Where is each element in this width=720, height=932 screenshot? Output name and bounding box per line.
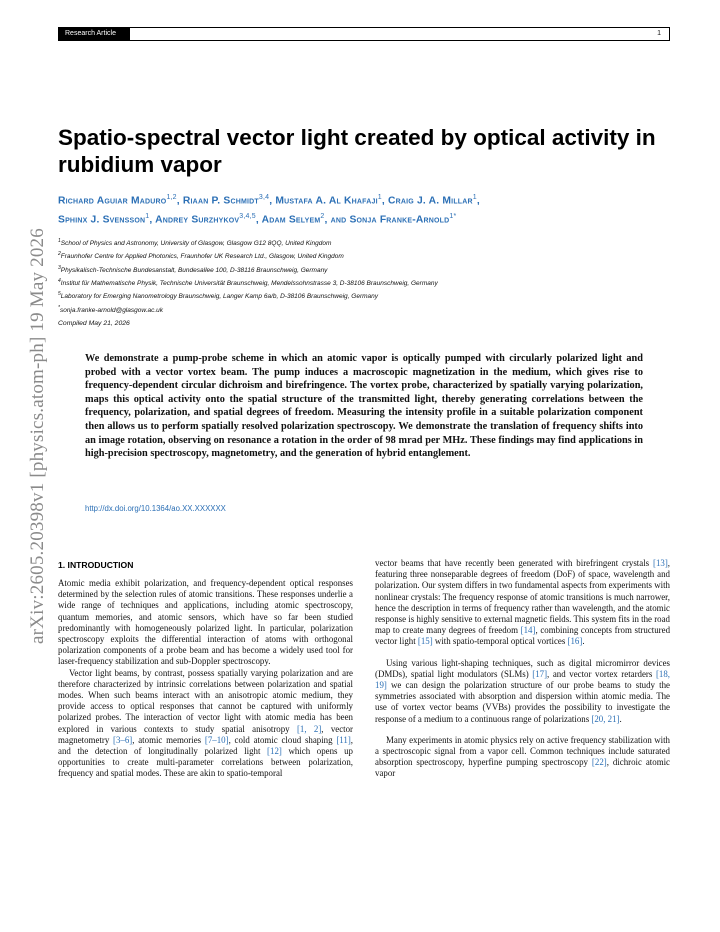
affiliation-line [58, 236, 678, 249]
citation-link[interactable]: [18, 19] [375, 668, 670, 691]
body-text: , atomic memories [132, 734, 205, 745]
page-number: 1 [657, 30, 661, 37]
article-type-label: Research Article [59, 28, 130, 40]
citation-link[interactable]: [17] [532, 668, 548, 679]
running-header [58, 27, 670, 41]
author-separator: , [149, 214, 156, 226]
body-text: , and vector vortex retarders [547, 668, 656, 679]
affiliation-text: Institut für Mathematische Physik, Technische Universität Braunschweig, Mendelssohnstrasse 3, D-38106 Braunschweig, Germany [60, 280, 438, 288]
body-text: . [582, 636, 585, 647]
author-affiliation-mark: 3,4 [258, 194, 270, 201]
compiled-date: Compiled May 21, 2026 [58, 320, 130, 327]
affiliation-line [58, 249, 678, 262]
citation-link[interactable]: [20, 21] [591, 713, 620, 724]
citation-link[interactable]: [14] [520, 625, 536, 636]
affiliation-mark: * [58, 304, 60, 311]
citation-link[interactable]: [11] [336, 734, 351, 745]
body-text: with spatio-temporal optical vortices [432, 636, 568, 647]
citation-link[interactable]: [3–6] [113, 734, 133, 745]
author-affiliation-mark: 2 [320, 213, 325, 221]
body-paragraph [375, 735, 670, 780]
affiliation-line [58, 263, 678, 276]
body-text: Many experiments in atomic physics rely on active frequency stabilization with a spectroscopic signal from a vapor cell. Common techniques include saturated absorption spectroscopy, hyperfine pumping spectroscopy [375, 734, 670, 768]
body-text: . [619, 713, 622, 724]
affiliation-text: School of Physics and Astronomy, University of Glasgow, Glasgow G12 8QQ, United Kingdom [60, 240, 332, 248]
body-paragraph [375, 558, 670, 648]
author-separator: , [381, 195, 388, 207]
author-affiliation-mark: 3,4,5 [239, 213, 256, 221]
author-affiliation-mark: 1,2 [166, 194, 177, 201]
body-text: we can design the polarization structure of our probe beams to study the symmetries associated with absorption and dispersion within atomic media. The use of vortex vector beams (VVBs) provides the possibility to investigate the response of a medium to a continuous range of polarizations [375, 680, 670, 724]
affiliation-text: sonja.franke-arnold@glasgow.ac.uk [59, 306, 164, 314]
affiliation-mark: 1 [58, 238, 61, 244]
body-paragraph [58, 668, 353, 780]
author-name: Adam Selyem [261, 214, 321, 226]
author-affiliation-mark: 1 [145, 213, 150, 221]
citation-link[interactable]: [7–10] [204, 734, 229, 745]
affiliation-text: Fraunhofer Centre for Applied Photonics, Fraunhofer UK Research Ltd., Glasgow, United Kingdom [60, 253, 344, 261]
author-name: Richard Aguiar Maduro [58, 195, 167, 207]
author-list [58, 190, 678, 229]
affiliation-line [58, 303, 678, 316]
body-text: , vector magnetometry [58, 723, 353, 745]
author-line-2 [58, 209, 678, 228]
left-column [58, 578, 353, 780]
author-separator: , [269, 195, 276, 207]
author-name: Riaan P. Schmidt [182, 195, 259, 207]
body-paragraph [375, 658, 670, 725]
affiliation-mark: 5 [58, 291, 61, 298]
author-name: Sonja Franke-Arnold [349, 214, 450, 226]
affiliation-mark: 2 [58, 251, 61, 258]
author-name: Andrey Surzhykov [155, 214, 240, 226]
author-affiliation-mark: 1* [449, 213, 457, 221]
body-text: Atomic media exhibit polarization, and frequency-dependent optical responses determined by the selection rules of atomic transitions. These responses underlie a wide range of techniques and applications, including atomic spectroscopy, quantum memories, and atomic sensors, which have so far been studied predominantly with homogeneously polarized light. In particular, polarization spectroscopy exploits the differential interaction of atoms with orthogonal polarization components of a probe beam and has become a widely used tool for laser-frequency stabilization and sub-Doppler spectroscopy. [58, 578, 353, 667]
section-heading: 1. INTRODUCTION [58, 560, 134, 570]
citation-link[interactable]: [13] [652, 558, 668, 568]
affiliation-mark: 3 [58, 264, 61, 271]
right-column [375, 558, 670, 780]
body-text: , and the detection of longitudinally polarized light [58, 734, 353, 757]
affiliations [58, 236, 678, 316]
author-affiliation-mark: 1 [472, 194, 477, 201]
affiliation-mark: 4 [58, 278, 61, 285]
body-text: which opens up opportunities to create multi-parameter correlations between polarization, frequency and spatial modes. These are akin to spatio-temporal [58, 746, 353, 779]
author-separator: , and [324, 214, 350, 226]
body-text: , combining concepts from structured vector light [375, 625, 671, 647]
author-separator: , [176, 195, 183, 207]
author-name: Sphinx J. Svensson [58, 214, 146, 226]
citation-link[interactable]: [1, 2] [296, 723, 322, 734]
abstract: We demonstrate a pump-probe scheme in which an atomic vapor is optically pumped with circularly polarized light and probed with a vector vortex beam. The pump induces a macroscopic magnetization in the medium, which gives rise to frequency-dependent circular dichroism and birefringence. The vortex probe, characterized by spatially varying polarization, maps this optical activity onto the spatial structure of the transmitted light, thereby generating correlations between the frequency, polarization, and spatial degrees of freedom. Measuring the intensity profile in a suitable polarization component then allows us to perform spatially resolved polarization spectroscopy. We demonstrate the translation of frequency shifts into an image rotation, observing on resonance a rotation in the order of 98 mrad per MHz. These findings may find applications in high-precision spectroscopy, magnetometry, and the generation of hybrid entanglement. [85, 353, 643, 460]
citation-link[interactable]: [22] [591, 757, 607, 768]
doi-link[interactable]: http://dx.doi.org/10.1364/ao.XX.XXXXXX [85, 504, 226, 513]
author-name: Craig J. A. Millar [387, 195, 473, 207]
body-text: Using various light-shaping techniques, such as digital micromirror devices (DMDs), spatial light modulators (SLMs) [375, 657, 670, 679]
arxiv-identifier: arXiv:2605.20398v1 [physics.atom-ph] 19 May 2026 [27, 228, 48, 644]
body-paragraph [58, 578, 353, 668]
citation-link[interactable]: [15] [417, 636, 433, 647]
body-text: , cold atomic cloud shaping [228, 734, 337, 745]
author-separator: , [476, 195, 480, 207]
affiliation-line [58, 276, 678, 289]
affiliation-text: Laboratory for Emerging Nanometrology Braunschweig, Langer Kamp 6a/b, D-38106 Braunschweig, Germany [60, 293, 379, 301]
paper-title: Spatio-spectral vector light created by optical activity in rubidium vapor [58, 125, 656, 177]
body-text: Vector light beams, by contrast, possess spatially varying polarization and are therefore characterized by intrinsic correlations between polarization and spatial modes. When such beams interact with an anisotropic atomic medium, they provide access to optical responses that cannot be captured with uniformly polarized probes. The interaction of vector light with atomic media has been explored in various contexts to study spatial anisotropy [58, 667, 353, 734]
affiliation-line [58, 289, 678, 302]
author-name: Mustafa A. Al Khafaji [275, 195, 378, 207]
author-line-1 [58, 190, 678, 209]
affiliation-text: Physikalisch-Technische Bundesanstalt, Bundesallee 100, D-38116 Braunschweig, Germany [60, 266, 328, 274]
body-text: , dichroic atomic vapor [375, 757, 670, 779]
citation-link[interactable]: [16] [567, 636, 583, 647]
author-affiliation-mark: 1 [377, 194, 382, 201]
author-separator: , [255, 214, 262, 226]
citation-link[interactable]: [12] [267, 746, 282, 757]
body-text: vector beams that have recently been generated with birefringent crystals [375, 558, 653, 568]
body-text: , featuring three nonseparable degrees of freedom (DoF) of space, wavelength and polarization. Our system differs in two fundamental aspects from experiments with nonlinear crystals: The frequency response of atomic transitions is much narrower, hence the description in terms of frequency rather than wavelength, and the atomic response is highly sensitive to external magnetic fields. This system fits in the road map to create many degrees of freedom [375, 558, 670, 636]
